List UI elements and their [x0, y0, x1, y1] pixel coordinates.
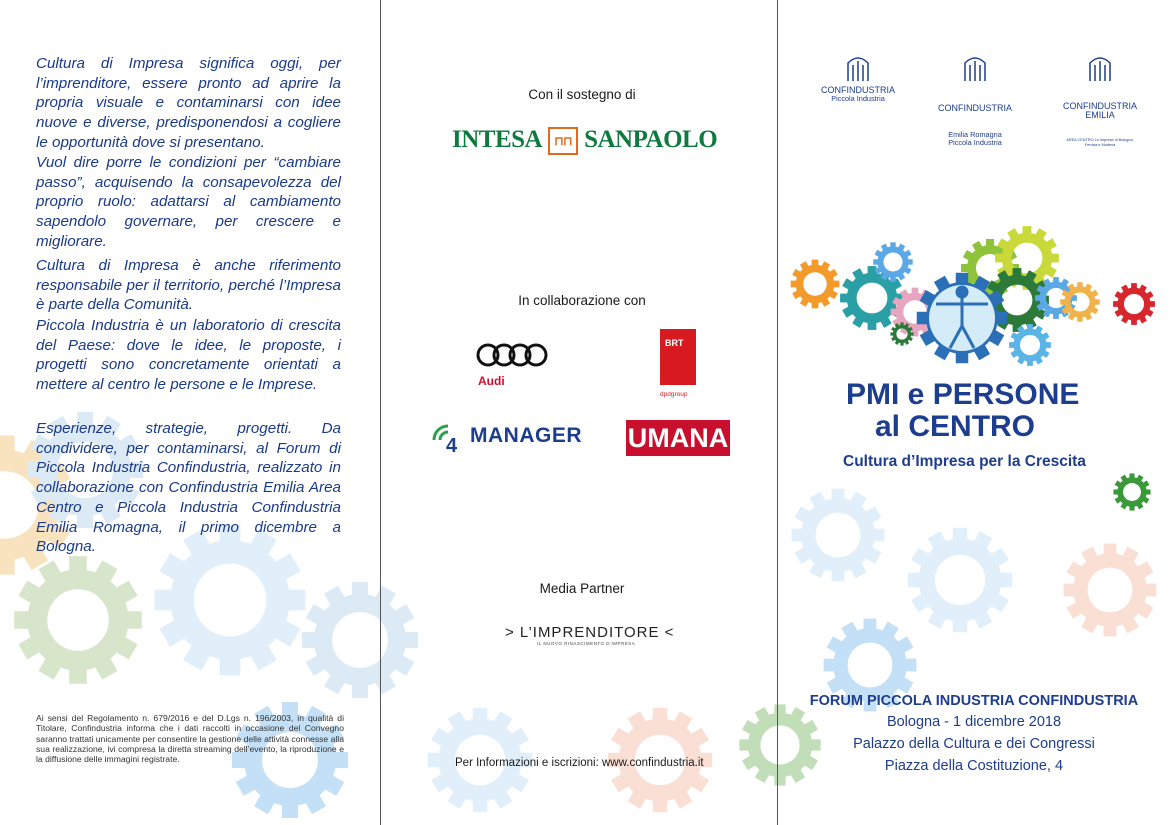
fold-line-right: [777, 0, 778, 825]
event-title-line-2: al CENTRO: [875, 410, 1036, 443]
logo-3-sub: AREA CENTRO Le Imprese di Bologna, Ferrara e Modena: [1066, 138, 1134, 147]
logo-3-name: CONFINDUSTRIA EMILIA: [1063, 101, 1137, 120]
confindustria-emilia-logo: [1062, 84, 1138, 166]
event-title-line-1: PMI e PERSONE: [846, 378, 1080, 411]
piccola-industria-paragraph: Piccola Industria è un laboratorio di crescita del Paese: dove le idee, le proposte, i progetti sono concretamente orientati a mettere al centro le persone e le Imprese.: [36, 317, 341, 394]
confindustria-er-logo: [925, 85, 1025, 165]
event-date: Bologna - 1 dicembre 2018: [886, 714, 1062, 730]
territory-paragraph: Cultura di Impresa è anche riferimento responsabile per il territorio, perché l’Impresa è parte della Comunità.: [36, 257, 341, 314]
logo-2-name: CONFINDUSTRIA: [938, 103, 1012, 113]
event-venue: Palazzo della Cultura e dei Congressi: [853, 736, 1095, 752]
intro-paragraph: Cultura di Impresa significa oggi, per l’imprenditore, essere pronto ad aprire la propria visuale e contaminarsi con idee nuove e diverse, predisponendosi a cogliere le opportunità dove si presentano.: [36, 55, 341, 151]
event-name: FORUM PICCOLA INDUSTRIA CONFINDUSTRIA: [809, 693, 1139, 709]
event-address: Piazza della Costituzione, 4: [884, 758, 1064, 774]
support-label: Con il sostegno di: [528, 87, 636, 102]
info-line: Per Informazioni e iscrizioni: www.confindustria.it: [455, 757, 704, 769]
event-subtitle: Cultura d’Impresa per la Crescita: [843, 453, 1086, 470]
media-partner-label: Media Partner: [539, 581, 625, 596]
sanpaolo-word: SANPAOLO: [584, 126, 718, 153]
collaboration-label: In collaborazione con: [518, 293, 646, 308]
confindustria-piccola-logo: [808, 85, 908, 103]
svg-text:4: 4: [446, 435, 458, 456]
audi-rings-icon: [475, 340, 553, 370]
intesa-sanpaolo-logo: [452, 126, 717, 155]
confindustria-emilia-eagle-icon: [1087, 55, 1113, 83]
4manager-icon: [430, 422, 470, 456]
logo-1-sub: Piccola Industria: [831, 94, 885, 103]
umana-logo: UMANA: [626, 420, 730, 456]
imprenditore-logo: > L’IMPRENDITORE <: [505, 624, 675, 641]
logo-1-name: CONFINDUSTRIA: [821, 85, 895, 95]
fold-line-left: [380, 0, 381, 825]
confindustria-er-eagle-icon: [962, 55, 988, 83]
brt-label: BRT: [665, 338, 684, 348]
right-panel-gears: [792, 489, 1157, 712]
imprenditore-tagline: IL NUOVO RINASCIMENTO D’IMPRESA: [537, 641, 636, 646]
audi-label: Audi: [478, 374, 505, 388]
intesa-word: INTESA: [452, 126, 543, 153]
forum-paragraph: Esperienze, strategie, progetti. Da condividere, per contaminarsi, al Forum di Piccola Industria Confindustria, realizzato in collaborazione con Confindustria Emilia Area Centro e Piccola Industria Confindustria Emilia Romagna, il primo dicembre a Bologna.: [36, 420, 341, 556]
privacy-notice: Ai sensi del Regolamento n. 679/2016 e del D.Lgs n. 196/2003, in qualità di Titolare, Confindustria informa che i dati raccolti in occasione del Convegno saranno trattati unicamente per consentire la gestione delle attività connesse alla sua realizzazione, ivi compresa la diretta streaming dell’evento, la riproduzione e la diffusione delle immagini registrate.: [36, 713, 344, 765]
confindustria-eagle-icon: [845, 55, 871, 83]
manager-label: MANAGER: [470, 424, 582, 447]
intesa-emblem-icon: ⊓⊓: [548, 127, 578, 155]
intro-paragraph-2: Vuol dire porre le condizioni per “cambiare passo”, acquisendo la consapevolezza del proprio ruolo: adattarsi al cambiamento sapendolo governare, per crescere e migliorare.: [36, 154, 341, 250]
logo-2-sub: Emilia Romagna Piccola Industria: [948, 130, 1002, 148]
dpd-label: dpdgroup: [660, 391, 688, 398]
